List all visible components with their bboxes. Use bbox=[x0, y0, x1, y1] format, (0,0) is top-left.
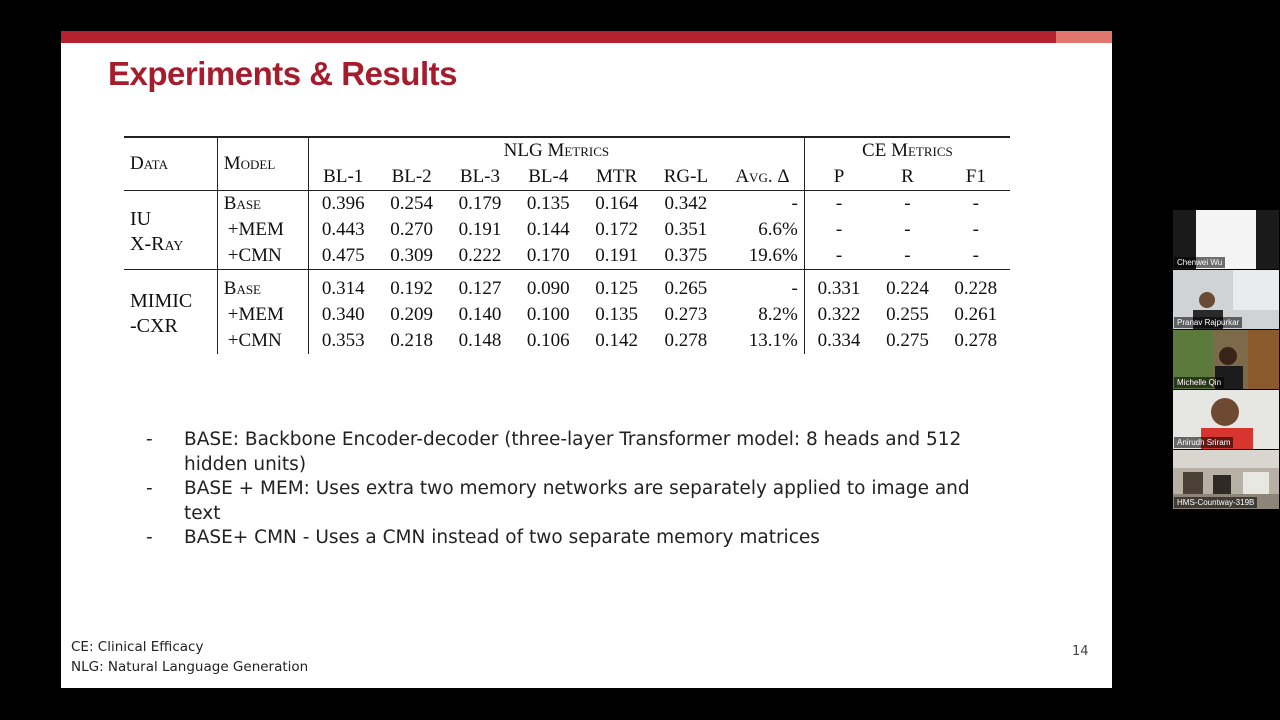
metric-value: 0.172 bbox=[595, 219, 638, 240]
model-name: +MEM bbox=[217, 217, 308, 243]
metric-value: 0.261 bbox=[954, 304, 998, 325]
metric-value: - bbox=[835, 219, 843, 240]
slide-title: Experiments & Results bbox=[108, 55, 457, 92]
metric-value: 0.127 bbox=[446, 270, 514, 303]
metric-value: 8.2% bbox=[721, 302, 804, 328]
dataset-name bbox=[124, 270, 217, 355]
metric-value: 0.334 bbox=[817, 330, 861, 351]
presentation-slide bbox=[61, 31, 1112, 688]
metric-value: 0.255 bbox=[886, 304, 929, 325]
column-header-data: Data bbox=[124, 137, 217, 191]
slide-top-bar bbox=[61, 31, 1056, 43]
metric-value: - bbox=[835, 245, 843, 266]
metric-value: - bbox=[972, 245, 979, 266]
metric-header: MTR bbox=[582, 164, 650, 191]
metric-value: - bbox=[904, 193, 911, 214]
metric-value: 0.192 bbox=[377, 270, 445, 303]
metric-value: 0.218 bbox=[390, 330, 433, 351]
metric-value: 0.314 bbox=[309, 270, 378, 303]
metric-value: 0.265 bbox=[651, 270, 721, 303]
metric-header: BL-1 bbox=[309, 164, 378, 191]
metric-value: 0.275 bbox=[886, 330, 929, 351]
metric-value: 0.254 bbox=[390, 193, 433, 214]
participant-name: Anirudh Sriram bbox=[1174, 437, 1233, 448]
bullet-list bbox=[146, 428, 1006, 551]
metric-value: 0.140 bbox=[458, 304, 502, 325]
metric-value: - bbox=[972, 219, 979, 240]
metric-value: 6.6% bbox=[721, 217, 804, 243]
bullet-item: - BASE: Backbone Encoder-decoder (three-layer Transformer model: 8 heads and 512 hidden units) bbox=[146, 429, 962, 475]
model-name: Base bbox=[217, 270, 308, 303]
footnote-ce: CE: Clinical Efficacy bbox=[71, 639, 204, 655]
metric-value: 0.270 bbox=[390, 219, 433, 240]
metric-value: - bbox=[835, 193, 843, 214]
ce-metrics-header: CE Metrics bbox=[804, 137, 1010, 164]
participant-name: Chenwei Wu bbox=[1174, 257, 1225, 268]
metric-value: 0.170 bbox=[526, 245, 570, 266]
table-row bbox=[124, 328, 1010, 354]
metric-value: 0.396 bbox=[321, 193, 365, 214]
participant-tile[interactable] bbox=[1173, 270, 1279, 329]
metric-value: 0.353 bbox=[321, 330, 365, 351]
participants-panel bbox=[1173, 210, 1279, 510]
participant-name: HMS-Countway-319B bbox=[1174, 497, 1257, 508]
table-row bbox=[124, 217, 1010, 243]
metric-value: 0.148 bbox=[458, 330, 502, 351]
metric-value: - bbox=[904, 245, 911, 266]
bullet-item: - BASE + MEM: Uses extra two memory networks are separately applied to image and text bbox=[146, 478, 970, 524]
metric-value: - bbox=[972, 193, 979, 214]
participant-name: Michelle Qin bbox=[1174, 377, 1224, 388]
dataset-name-line: X-Ray bbox=[130, 233, 184, 255]
metric-value: - bbox=[904, 219, 911, 240]
metric-value: 0.191 bbox=[595, 245, 638, 266]
metric-value: 0.475 bbox=[321, 245, 365, 266]
metric-value: 0.351 bbox=[664, 219, 708, 240]
bullet-text: BASE: Backbone Encoder-decoder (three-layer Transformer model: 8 heads and 512 hidden units) bbox=[184, 429, 962, 475]
results-table bbox=[124, 136, 1010, 354]
metric-value: 0.135 bbox=[595, 304, 638, 325]
metric-value: 0.228 bbox=[942, 270, 1010, 303]
bullet-item: - BASE+ CMN - Uses a CMN instead of two separate memory matrices bbox=[146, 527, 820, 548]
metric-value: 0.179 bbox=[458, 193, 502, 214]
model-name: +CMN bbox=[217, 243, 308, 270]
metric-value: 13.1% bbox=[721, 328, 804, 354]
dataset-name bbox=[124, 191, 217, 270]
nlg-metrics-header: NLG Metrics bbox=[309, 137, 805, 164]
model-name: Base bbox=[217, 191, 308, 218]
model-name: +MEM bbox=[217, 302, 308, 328]
page-number: 14 bbox=[1072, 644, 1089, 659]
results-table-container bbox=[124, 136, 998, 381]
metric-value: 0.191 bbox=[458, 219, 502, 240]
column-header-model: Model bbox=[217, 137, 308, 191]
metric-header: BL-4 bbox=[514, 164, 582, 191]
metric-value: 0.144 bbox=[526, 219, 570, 240]
metric-value: 0.340 bbox=[321, 304, 365, 325]
model-name: +CMN bbox=[217, 328, 308, 354]
participant-tile[interactable] bbox=[1173, 330, 1279, 389]
metric-header: Avg. Δ bbox=[721, 164, 804, 191]
metric-value: 0.090 bbox=[514, 270, 582, 303]
metric-value: 0.342 bbox=[664, 193, 708, 214]
metric-value: 0.100 bbox=[526, 304, 570, 325]
metric-value: 0.209 bbox=[390, 304, 433, 325]
bullet-text: BASE + MEM: Uses extra two memory networks are separately applied to image and text bbox=[184, 478, 970, 524]
metric-value: 0.331 bbox=[804, 270, 873, 303]
participant-tile[interactable] bbox=[1173, 210, 1279, 269]
metric-value: 0.278 bbox=[664, 330, 708, 351]
metric-header: RG-L bbox=[651, 164, 721, 191]
metric-header: BL-3 bbox=[446, 164, 514, 191]
dataset-name-line: -CXR bbox=[130, 315, 178, 337]
metric-header: F1 bbox=[942, 164, 1010, 191]
metric-value: 0.273 bbox=[664, 304, 708, 325]
metric-value: 0.443 bbox=[321, 219, 365, 240]
metric-value: 0.224 bbox=[873, 270, 941, 303]
participant-name: Pranav Rajpurkar bbox=[1174, 317, 1242, 328]
slide-top-bar-accent bbox=[1056, 31, 1112, 43]
metric-value: 0.278 bbox=[954, 330, 998, 351]
table-header-row bbox=[124, 137, 1010, 164]
metric-value: - bbox=[721, 191, 804, 218]
table-row bbox=[124, 270, 1010, 303]
table-row bbox=[124, 302, 1010, 328]
table-row bbox=[124, 243, 1010, 270]
metric-value: 0.164 bbox=[595, 193, 638, 214]
metric-value: 0.322 bbox=[817, 304, 861, 325]
metric-value: 19.6% bbox=[721, 243, 804, 270]
metric-value: 0.142 bbox=[595, 330, 638, 351]
metric-value: 0.309 bbox=[390, 245, 433, 266]
metric-value: 0.375 bbox=[664, 245, 708, 266]
bullet-text: BASE+ CMN - Uses a CMN instead of two separate memory matrices bbox=[184, 527, 820, 548]
participant-tile[interactable] bbox=[1173, 390, 1279, 449]
metric-header: BL-2 bbox=[377, 164, 445, 191]
table-row bbox=[124, 191, 1010, 218]
metric-value: 0.125 bbox=[582, 270, 650, 303]
dataset-name-line: MIMIC bbox=[130, 290, 193, 312]
metric-value: 0.222 bbox=[458, 245, 502, 266]
metric-value: 0.135 bbox=[526, 193, 570, 214]
metric-header: R bbox=[873, 164, 941, 191]
metric-value: 0.106 bbox=[526, 330, 570, 351]
metric-value: - bbox=[721, 270, 804, 303]
participant-tile[interactable] bbox=[1173, 450, 1279, 509]
dataset-name-line: IU bbox=[130, 208, 152, 230]
metric-header: P bbox=[804, 164, 873, 191]
footnote-nlg: NLG: Natural Language Generation bbox=[71, 659, 309, 675]
